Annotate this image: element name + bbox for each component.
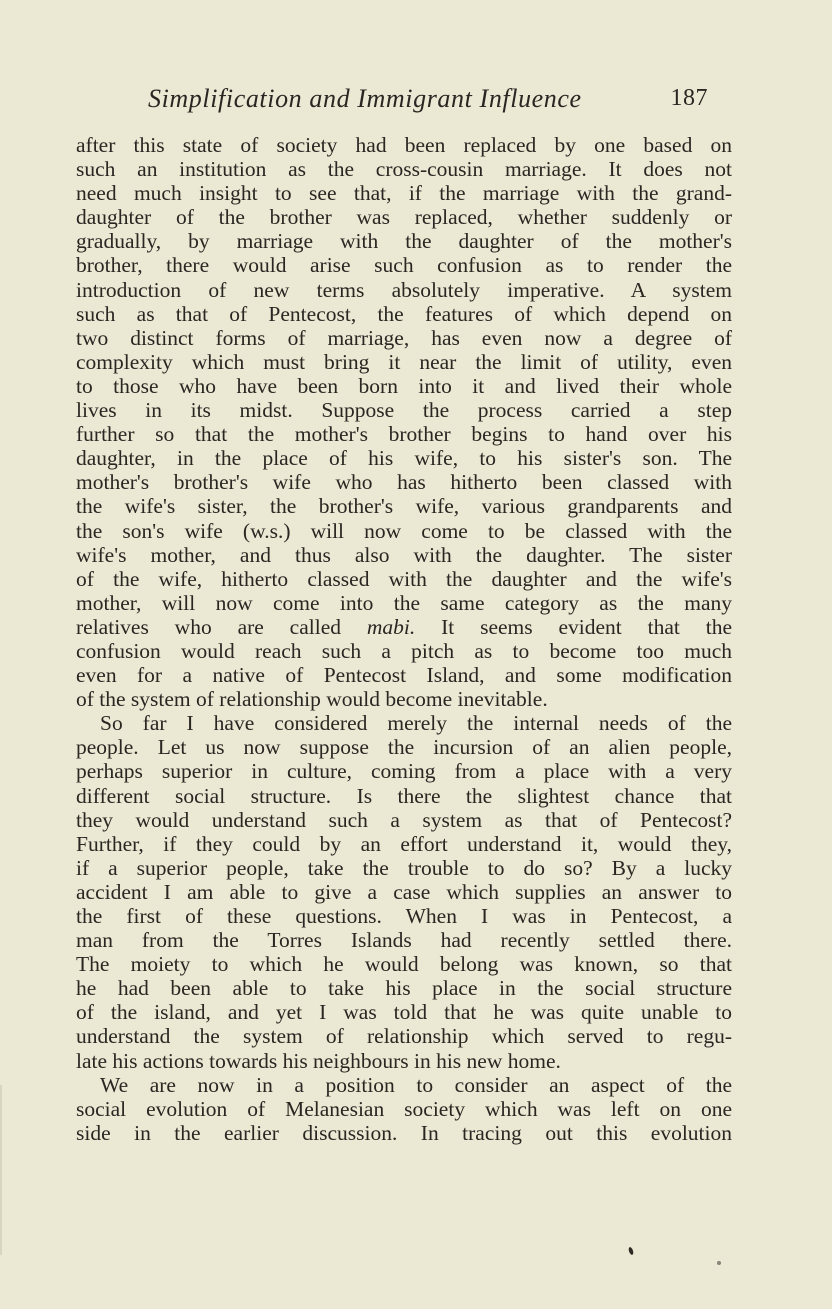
text-line: perhaps superior in culture, coming from a place with a very: [76, 759, 732, 784]
page-number: 187: [670, 85, 708, 111]
text-line: mother, will now come into the same category as the many: [76, 590, 732, 615]
paragraph-1: [76, 133, 732, 711]
text-line: complexity which must bring it near the limit of utility, even: [76, 349, 732, 374]
text-line: late his actions towards his neighbours in his new home.: [76, 1048, 561, 1073]
text-line: he had been able to take his place in the social structure: [76, 976, 732, 1001]
text-line: wife's mother, and thus also with the daughter. The sister: [76, 542, 732, 567]
page-edge-shadow: [0, 1085, 2, 1255]
ink-speck: [717, 1261, 721, 1265]
text-line: Further, if they could by an effort understand it, would they,: [76, 831, 732, 856]
text-line: two distinct forms of marriage, has even now a degree of: [76, 325, 732, 350]
text-line: even for a native of Pentecost Island, and some modification: [76, 663, 732, 688]
text-line: mother's brother's wife who has hitherto been classed with: [76, 470, 732, 495]
text-line: people. Let us now suppose the incursion of an alien people,: [76, 735, 732, 760]
paragraph-2: [76, 711, 732, 1072]
text-line: daughter, in the place of his wife, to his sister's son. The: [76, 446, 732, 471]
text-line: such an institution as the cross-cousin marriage. It does not: [76, 157, 732, 182]
running-title: Simplification and Immigrant Influence: [148, 84, 582, 113]
text-line: lives in its midst. Suppose the process carried a step: [76, 398, 732, 423]
text-line: introduction of new terms absolutely imperative. A system: [76, 277, 732, 302]
body-text: [76, 133, 732, 1145]
text-line: man from the Torres Islands had recently settled there.: [76, 928, 732, 953]
text-line: understand the system of relationship which served to regu-: [76, 1024, 732, 1049]
text-line: accident I am able to give a case which supplies an answer to: [76, 879, 732, 904]
text-line: social evolution of Melanesian society which was left on one: [76, 1096, 732, 1121]
text-line: We are now in a position to consider an aspect of the: [100, 1072, 732, 1097]
italic-term-mabi: mabi.: [366, 614, 416, 639]
text-line: The moiety to which he would belong was known, so that: [76, 952, 732, 977]
paragraph-3: [76, 1073, 732, 1145]
text-line: the wife's sister, the brother's wife, various grandparents and: [76, 494, 732, 519]
text-line: daughter of the brother was replaced, whether suddenly or: [76, 205, 732, 230]
text-line: the son's wife (w.s.) will now come to be classed with the: [76, 518, 732, 543]
ink-speck: [628, 1247, 634, 1256]
text-line-mixed: [76, 615, 732, 639]
text-line: they would understand such a system as that of Pentecost?: [76, 807, 732, 832]
text-line: brother, there would arise such confusion as to render the: [76, 253, 732, 278]
text-line: need much insight to see that, if the marriage with the grand-: [76, 181, 732, 206]
text-line: such as that of Pentecost, the features of which depend on: [76, 301, 732, 326]
text-line: further so that the mother's brother begins to hand over his: [76, 422, 732, 447]
text-line: to those who have been born into it and lived their whole: [76, 373, 732, 398]
text-segment: relatives who are called: [76, 614, 341, 639]
text-line: different social structure. Is there the slightest chance that: [76, 783, 732, 808]
running-head: [148, 84, 708, 118]
text-line: of the system of relationship would become inevitable.: [76, 687, 548, 712]
text-line: So far I have considered merely the internal needs of the: [100, 711, 732, 736]
text-line: after this state of society had been replaced by one based on: [76, 133, 732, 157]
text-line: confusion would reach such a pitch as to become too much: [76, 638, 732, 663]
text-line: if a superior people, take the trouble to do so? By a lucky: [76, 855, 732, 880]
text-segment: It seems evident that the: [441, 614, 732, 639]
text-line: side in the earlier discussion. In tracing out this evolution: [76, 1120, 732, 1145]
text-line: gradually, by marriage with the daughter of the mother's: [76, 229, 732, 254]
text-line: of the island, and yet I was told that he was quite unable to: [76, 1000, 732, 1025]
text-line: of the wife, hitherto classed with the daughter and the wife's: [76, 566, 732, 591]
text-line: the first of these questions. When I was in Pentecost, a: [76, 904, 732, 928]
